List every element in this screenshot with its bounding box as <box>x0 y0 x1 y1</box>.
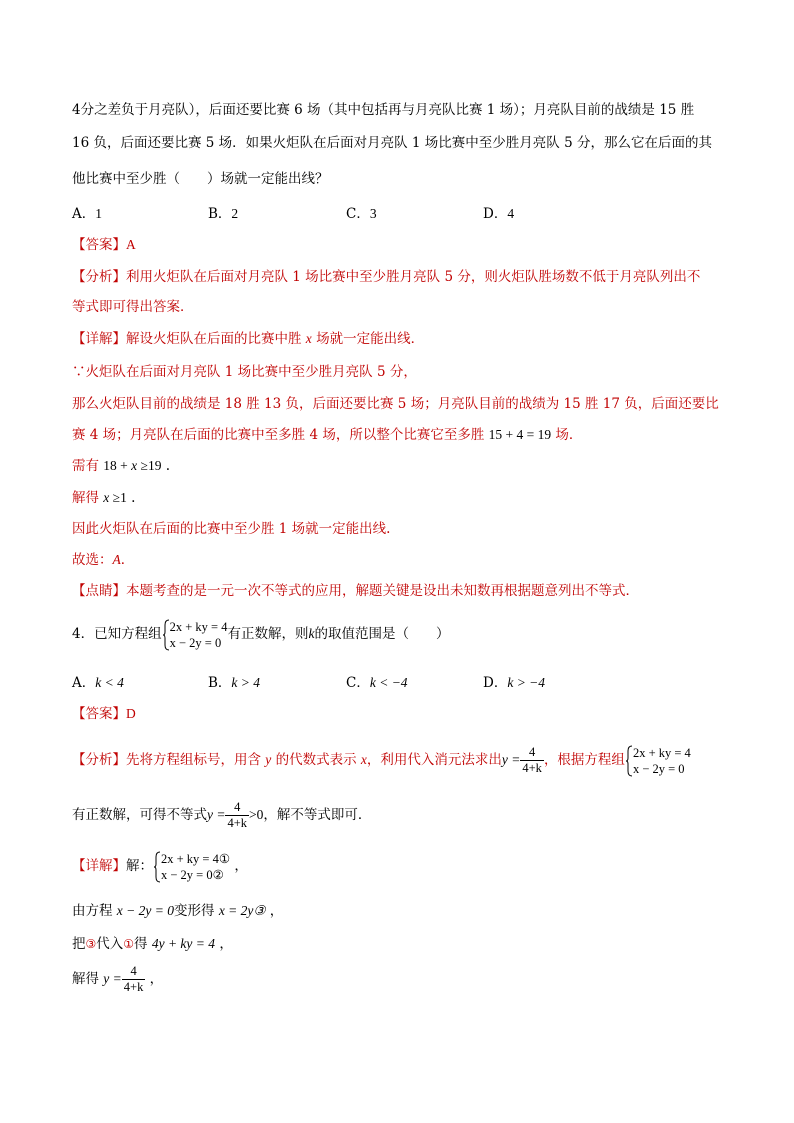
detail-tag: 【详解】 <box>72 331 126 347</box>
detail-text: 故选： <box>72 552 113 568</box>
step-text: 代入 <box>96 936 124 952</box>
punctuation: ， <box>215 936 233 952</box>
detail-text: 需有 <box>72 458 104 474</box>
detail-text: 场． <box>551 427 583 443</box>
variable: k <box>308 626 315 641</box>
q3-comment <box>72 581 639 601</box>
fraction-denominator: 4+k <box>227 816 248 830</box>
circled-number: ① <box>123 937 135 951</box>
analysis-text: 先将方程组标号，用含 <box>126 752 266 768</box>
option-value: 2 <box>231 206 239 221</box>
step-text: 由方程 <box>72 903 117 919</box>
option-value: k < 4 <box>95 675 124 690</box>
math-expression: ≥19 <box>137 458 162 473</box>
equation-row: 2x + ky = 4 <box>632 745 691 760</box>
equation-row: x − 2y = 0 <box>632 761 685 776</box>
q3-stem-line-1: 4分之差负于月亮队），后面还要比赛 6 场（其中包括再与月亮队比赛 1 场）；月亮队目前的战绩是 15 胜 <box>72 102 695 118</box>
math-expression: >0 <box>249 807 264 822</box>
q3-analysis-line-1 <box>72 267 700 287</box>
math-expression: 15 + 4 = 19 <box>488 427 552 442</box>
q4-option-d <box>483 673 545 693</box>
q3-answer <box>72 235 136 255</box>
punctuation: ， <box>230 858 248 874</box>
q4-analysis-line-2 <box>72 798 371 832</box>
analysis-text: ，解不等式即可． <box>263 807 372 823</box>
q3-option-c <box>346 204 377 224</box>
equation-row: x − 2y = 0 <box>169 635 222 650</box>
answer-value: A <box>126 237 136 252</box>
option-value: k > −4 <box>507 675 546 690</box>
math-expression: x − 2y = 0 <box>116 903 175 918</box>
q3-stem-line-3: 他比赛中至少胜（ ）场就一定能出线？ <box>72 171 329 187</box>
q3-detail-line-2: ∵火炬队在后面对月亮队 1 场比赛中至少胜月亮队 5 分， <box>72 364 417 380</box>
math-expression: x = 2y③ <box>218 903 266 918</box>
brace-icon <box>162 619 170 651</box>
step-text: 把 <box>72 936 86 952</box>
answer-tag: 【答案】 <box>72 706 126 722</box>
math-expression: ≥1 <box>109 490 127 505</box>
punctuation: ， <box>145 971 164 987</box>
q3-conclusion: 因此火炬队在后面的比赛中至少胜 1 场就一定能出线. <box>72 521 391 537</box>
equation-row: 2x + ky = 4 <box>169 619 228 634</box>
q3-need-line <box>72 456 170 476</box>
detail-tag: 【详解】 <box>72 858 126 874</box>
brace-icon <box>625 745 633 777</box>
variable: y <box>265 752 272 767</box>
analysis-text: ，根据方程组 <box>543 752 625 768</box>
analysis-text: 的代数式表示 <box>271 752 361 768</box>
fraction-numerator: 4 <box>130 964 137 978</box>
math-expression: 18 + <box>103 458 132 473</box>
option-letter: B． <box>208 206 232 222</box>
q4-option-c <box>346 673 408 693</box>
variable: x <box>360 752 367 767</box>
q3-option-b <box>208 204 238 224</box>
variable: x <box>103 490 110 505</box>
q3-option-a <box>72 204 102 224</box>
equation-system <box>625 745 691 777</box>
detail-text: 解得 <box>72 490 104 506</box>
q4-stem <box>72 614 449 654</box>
q3-analysis-line-2: 等式即可得出答案． <box>72 299 194 315</box>
punctuation: ． <box>120 552 135 568</box>
detail-text: 解： <box>126 858 153 874</box>
analysis-text: 利用火炬队在后面对月亮队 1 场比赛中至少胜月亮队 5 分，则火炬队胜场数不低于月亮队列出不 <box>126 269 701 285</box>
brace-icon <box>153 851 161 883</box>
detail-text: 场就一定能出线． <box>311 331 425 347</box>
q3-detail-line-4 <box>72 425 582 445</box>
variable: x <box>305 331 312 346</box>
option-letter: D． <box>483 206 508 222</box>
q3-solve-line <box>72 488 135 508</box>
option-value: 4 <box>507 206 515 221</box>
comment-tag: 【点睛】 <box>72 583 126 599</box>
fraction <box>122 964 146 995</box>
option-value: k > 4 <box>231 675 261 690</box>
q3-choose <box>72 550 134 570</box>
q3-detail-line-3: 那么火炬队目前的战绩是 18 胜 13 负，后面还要比赛 5 场；月亮队目前的战绩为 15 胜 17 负，后面还要比 <box>72 396 719 412</box>
punctuation: . <box>126 490 136 506</box>
answer-value: D <box>126 706 136 721</box>
math-expression: 4y + ky = 4 <box>151 936 216 951</box>
q4-step-1 <box>72 901 283 921</box>
option-letter: C． <box>346 675 370 691</box>
stem-text: 的取值范围是（ ） <box>314 626 450 642</box>
analysis-text: ，利用代入消元法求出 <box>366 752 502 768</box>
comment-text: 本题考查的是一元一次不等式的应用，解题关键是设出未知数再根据题意列出不等式． <box>126 583 639 599</box>
fraction-denominator: 4+k <box>123 980 144 994</box>
equation-system <box>162 619 228 651</box>
stem-text: 有正数解，则 <box>227 626 309 642</box>
option-value: 3 <box>369 206 377 221</box>
answer-tag: 【答案】 <box>72 237 126 253</box>
math-expression: y = <box>207 807 226 822</box>
fraction-denominator: 4+k <box>522 761 542 775</box>
option-value: k < −4 <box>369 675 408 690</box>
analysis-tag: 【分析】 <box>72 752 126 768</box>
option-value: 1 <box>95 206 102 221</box>
q3-detail-line-1 <box>72 329 424 349</box>
math-expression: y = <box>103 971 122 986</box>
equation-system-numbered <box>153 851 230 883</box>
q4-analysis-line-1 <box>72 738 691 782</box>
option-letter: B． <box>208 675 232 691</box>
step-text: 得 <box>134 936 152 952</box>
q4-answer <box>72 704 136 724</box>
step-text: 变形得 <box>174 903 219 919</box>
detail-text: 赛 4 场；月亮队在后面的比赛中至多胜 4 场，所以整个比赛它至多胜 <box>72 427 489 443</box>
q4-step-3 <box>72 962 163 996</box>
q3-stem-line-2: 16 负，后面还要比赛 5 场．如果火炬队在后面对月亮队 1 场比赛中至少胜月亮队 5 分，那么它在后面的其 <box>72 135 712 151</box>
option-letter: C． <box>346 206 370 222</box>
variable: x <box>131 458 138 473</box>
step-text: 解得 <box>72 971 104 987</box>
q3-option-d <box>483 204 514 224</box>
math-expression: y = <box>501 752 521 767</box>
detail-text: 解设火炬队在后面的比赛中胜 <box>126 331 306 347</box>
equation-row: 2x + ky = 4① <box>161 851 231 866</box>
q4-option-a <box>72 673 124 693</box>
punctuation: ， <box>265 903 284 919</box>
fraction <box>520 745 544 776</box>
fraction-numerator: 4 <box>234 800 241 814</box>
option-letter: A． <box>72 675 96 691</box>
equation-row: x − 2y = 0② <box>161 867 224 882</box>
option-letter: D． <box>483 675 508 691</box>
fraction-numerator: 4 <box>529 745 536 759</box>
fraction <box>225 800 249 831</box>
analysis-text: 有正数解，可得不等式 <box>72 807 207 823</box>
q4-option-b <box>208 673 260 693</box>
stem-text: 4．已知方程组 <box>72 626 162 642</box>
option-letter: A． <box>72 206 96 222</box>
choose-value: A <box>112 552 121 567</box>
q4-step-2 <box>72 934 233 954</box>
q4-detail-line-1 <box>72 846 248 886</box>
analysis-tag: 【分析】 <box>72 269 126 285</box>
circled-number: ③ <box>85 937 97 951</box>
punctuation: . <box>161 458 171 474</box>
